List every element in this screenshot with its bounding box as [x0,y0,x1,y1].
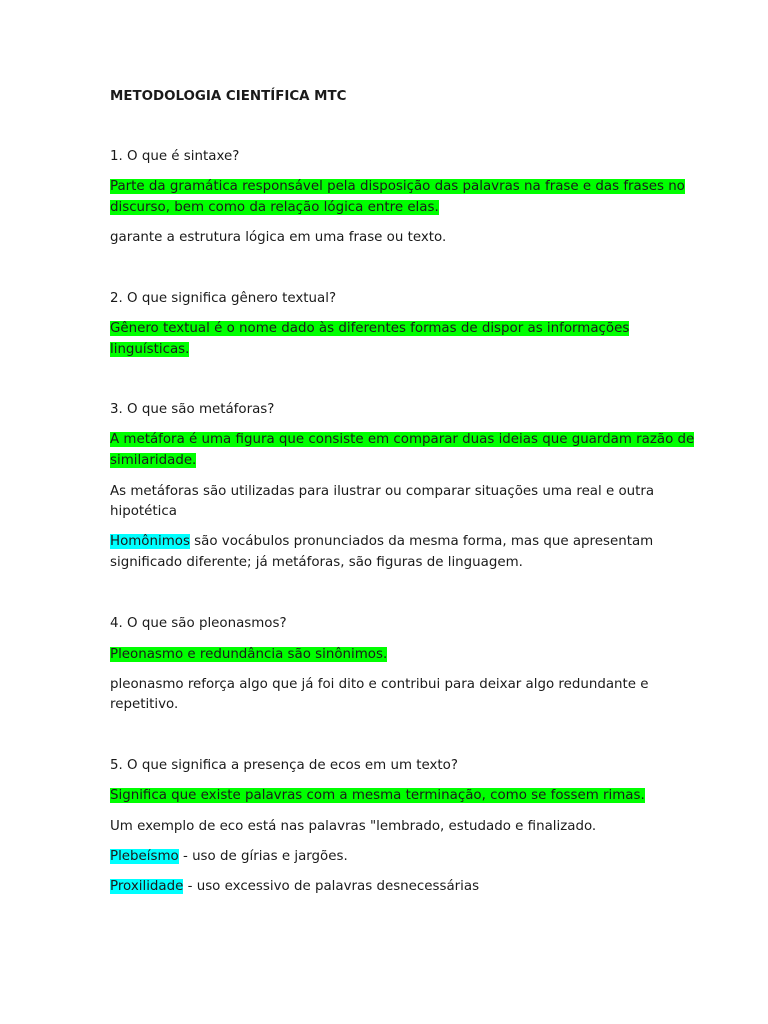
question-5: 5. O que significa a presença de ecos em um texto? [110,758,458,773]
highlighted-answer: linguísticas. [110,342,190,357]
highlighted-answer: Significa que existe palavras com a mesma terminação, como se fossem rimas. [110,788,645,803]
note-4-line-1: pleonasmo reforça algo que já foi dito e contribui para deixar algo redundante e [110,677,649,692]
question-3: 3. O que são metáforas? [110,402,275,417]
question-2: 2. O que significa gênero textual? [110,291,337,306]
answer-5 [110,786,645,806]
note-3-line-2: hipotética [110,504,177,519]
answer-2-line-1 [110,319,629,339]
question-4: 4. O que são pleonasmos? [110,616,287,631]
highlighted-term: Homônimos [110,534,190,549]
note-4-line-2: repetitivo. [110,697,179,712]
term-proxilidade [110,877,479,897]
answer-3-line-1 [110,430,694,450]
highlighted-answer: Gênero textual é o nome dado às diferentes formas de dispor as informações [110,321,630,336]
term-homonimos-line-2: significado diferente; já metáforas, são figuras de linguagem. [110,555,523,570]
answer-3-line-2 [110,451,196,471]
highlighted-answer: discurso, bem como da relação lógica entre elas. [110,200,439,215]
term-plebeismo [110,847,348,867]
term-definition: - uso de gírias e jargões. [178,849,348,864]
note-1: garante a estrutura lógica em uma frase ou texto. [110,230,447,245]
highlighted-answer: Pleonasmo e redundância são sinônimos. [110,647,388,662]
question-1: 1. O que é sintaxe? [110,149,240,164]
highlighted-answer: Parte da gramática responsável pela disposição das palavras na frase e das frases no [110,179,685,194]
note-5: Um exemplo de eco está nas palavras "lembrado, estudado e finalizado. [110,819,597,834]
document-title: METODOLOGIA CIENTÍFICA MTC [110,89,347,104]
highlighted-answer: similaridade. [110,453,197,468]
answer-1-line-1 [110,177,685,197]
highlighted-answer: A metáfora é uma figura que consiste em comparar duas ideias que guardam razão de [110,432,695,447]
term-definition: são vocábulos pronunciados da mesma forma, mas que apresentam [189,534,654,549]
answer-2-line-2 [110,340,189,360]
highlighted-term: Proxilidade [110,879,184,894]
term-definition: - uso excessivo de palavras desnecessárias [183,879,480,894]
answer-1-line-2 [110,198,439,218]
note-3-line-1: As metáforas são utilizadas para ilustrar ou comparar situações uma real e outra [110,484,655,499]
highlighted-term: Plebeísmo [110,849,179,864]
term-homonimos-line-1 [110,532,653,552]
answer-4 [110,645,387,665]
